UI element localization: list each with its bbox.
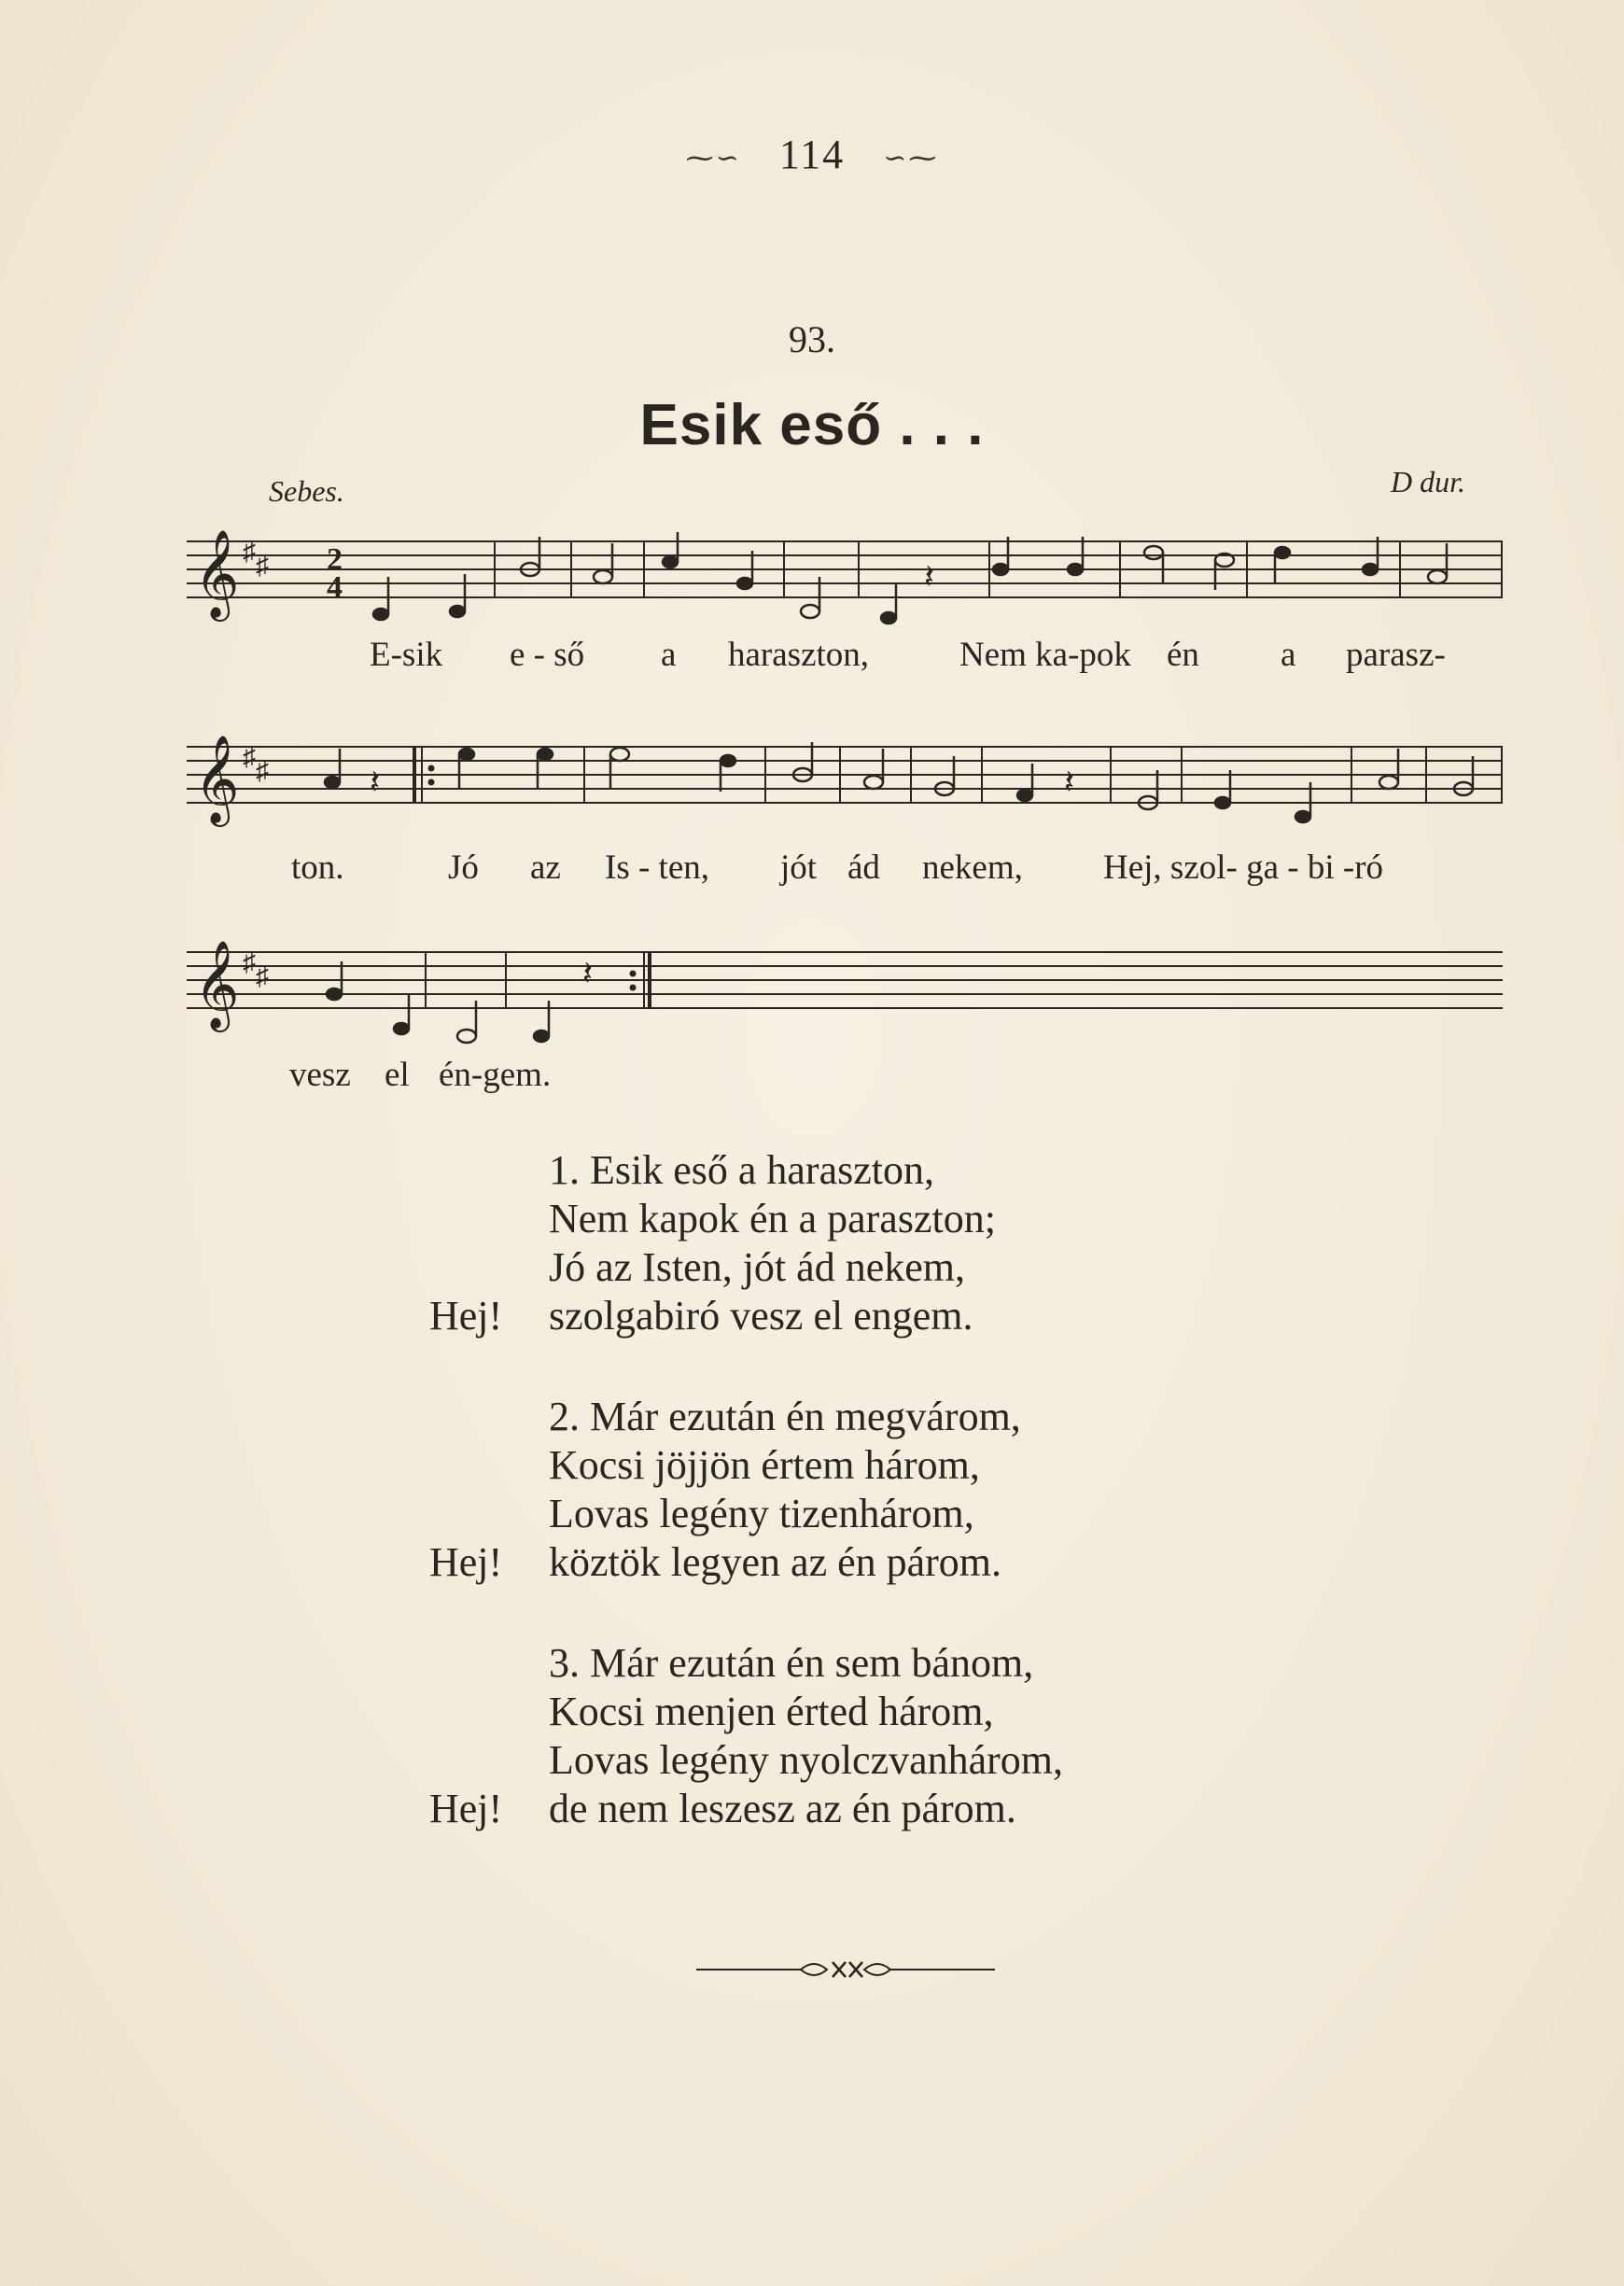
rest-icon: 𝄽: [370, 764, 381, 801]
line-text: Nem kapok én a paraszton;: [549, 1196, 996, 1241]
sharp-icon: ♯: [256, 552, 269, 581]
sharp-icon: ♯: [256, 962, 269, 991]
ornament-left-icon: ⁓∽: [685, 143, 741, 175]
line-text: Jó az Isten, jót ád nekem,: [549, 1244, 965, 1290]
lyric-syllable: vesz: [289, 1056, 351, 1094]
song-number: 93.: [789, 318, 835, 360]
lyric-syllable: el: [385, 1056, 410, 1094]
lyric-syllable: jót: [780, 848, 818, 887]
treble-clef-icon: 𝄞: [194, 735, 240, 823]
ornament-right-icon: ∽⁓: [883, 143, 939, 175]
sharp-icon: ♯: [243, 743, 256, 772]
lyric-syllable: a: [1281, 636, 1296, 674]
music-staff-2: [187, 737, 1503, 849]
line-text: szolgabiró vesz el engem.: [549, 1293, 973, 1339]
rest-icon: 𝄽: [1064, 764, 1075, 801]
staff-notation-2: [187, 737, 1503, 849]
key-marking: D dur.: [1390, 465, 1465, 498]
staff-notation-3: [187, 940, 1503, 1055]
line-prefix: Hej!: [429, 1786, 503, 1831]
rest-icon: 𝄽: [924, 558, 935, 596]
lyric-syllable: E-sik: [370, 636, 443, 674]
lyric-syllable: e - ső: [510, 636, 585, 674]
page-number: 114: [778, 132, 846, 177]
line-text: Kocsi menjen érted három,: [549, 1689, 994, 1734]
treble-clef-icon: 𝄞: [194, 529, 240, 618]
line-text: 3. Már ezután én sem bánom,: [549, 1640, 1034, 1686]
time-signature-bottom: 4: [327, 570, 343, 605]
tempo-marking: Sebes.: [269, 474, 344, 508]
rest-icon: 𝄽: [582, 955, 594, 992]
time-signature-top: 2: [327, 542, 343, 577]
lyric-syllable: Nem ka-pok: [959, 636, 1131, 674]
lyric-syllable: parasz-: [1346, 636, 1446, 674]
lyric-syllable: ád: [847, 848, 880, 887]
song-title: Esik eső . . .: [639, 393, 985, 457]
lyric-syllable: nekem,: [922, 848, 1023, 887]
line-text: 2. Már ezután én megvárom,: [549, 1394, 1021, 1439]
lyric-syllable: Hej, szol- ga - bi -ró: [1103, 848, 1384, 887]
line-text: Lovas legény tizenhárom,: [549, 1491, 974, 1536]
line-text: 1. Esik eső a haraszton,: [549, 1147, 934, 1193]
lyric-syllable: haraszton,: [728, 636, 870, 674]
lyric-syllable: a: [661, 636, 677, 674]
lyric-syllable: Jó: [448, 848, 479, 887]
lyric-syllable: én: [1167, 636, 1199, 674]
end-ornament-icon: [696, 1951, 995, 1988]
staff-notation-1: [187, 529, 1503, 644]
line-prefix: Hej!: [429, 1293, 503, 1339]
line-text: Kocsi jöjjön értem három,: [549, 1442, 980, 1488]
sharp-icon: ♯: [256, 757, 269, 786]
lyric-syllable: Is - ten,: [605, 848, 709, 887]
line-prefix: Hej!: [429, 1539, 503, 1585]
lyric-syllable: én-gem.: [439, 1056, 552, 1094]
line-text: Lovas legény nyolczvanhárom,: [549, 1737, 1064, 1783]
sharp-icon: ♯: [243, 538, 256, 567]
music-staff-1: [187, 529, 1503, 644]
treble-clef-icon: 𝄞: [194, 940, 240, 1029]
music-staff-3: [187, 940, 1503, 1055]
page-header: [0, 131, 1624, 178]
line-text: de nem leszesz az én párom.: [549, 1786, 1016, 1831]
line-text: köztök legyen az én párom.: [549, 1539, 1002, 1585]
sharp-icon: ♯: [243, 948, 256, 977]
lyric-syllable: ton.: [291, 848, 344, 887]
lyric-syllable: az: [530, 848, 561, 887]
